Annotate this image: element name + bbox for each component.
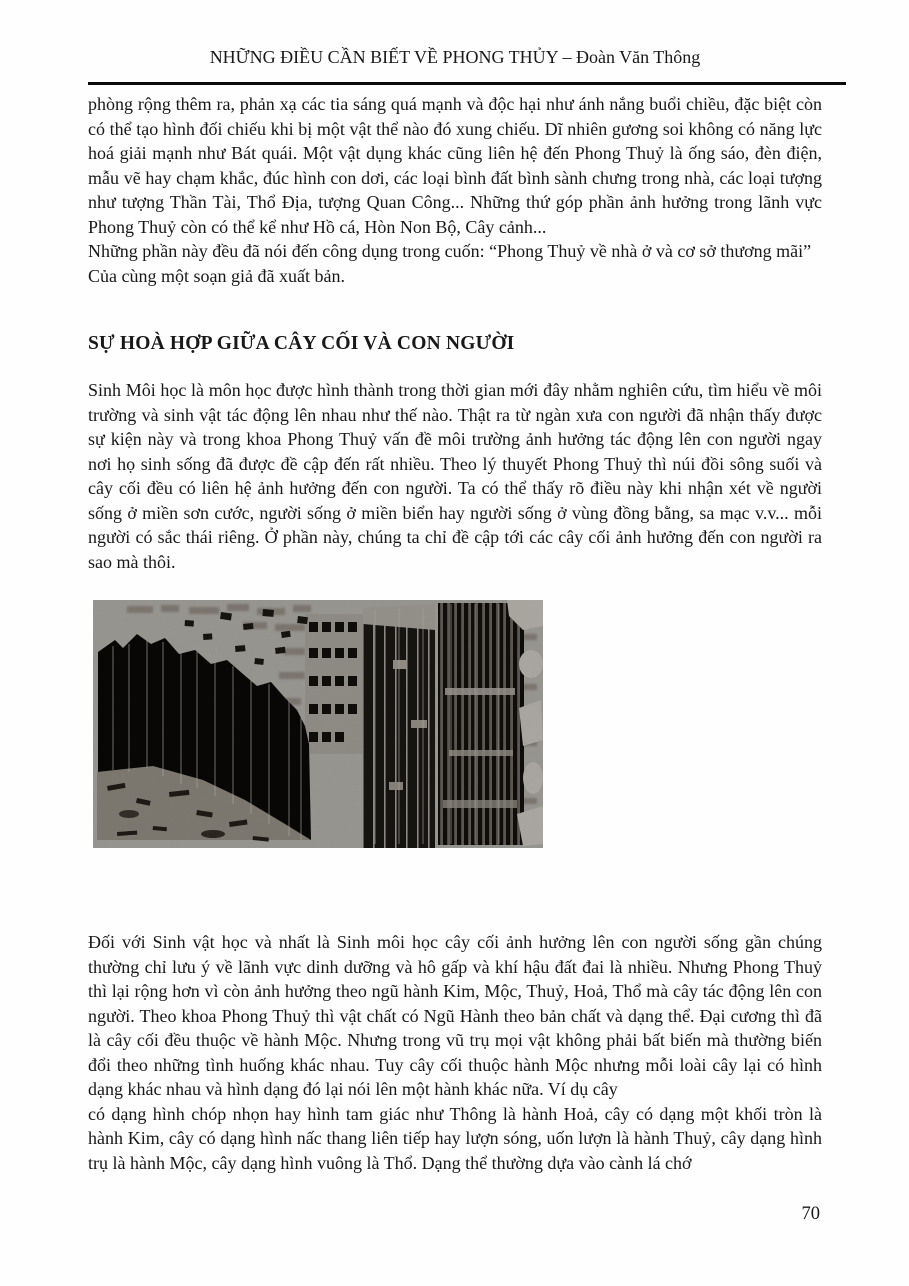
paragraph-tree-shapes: có dạng hình chóp nhọn hay hình tam giác như Thông là hành Hoả, cây có dạng một khối tròn là hành Kim, cây có dạng hình nấc thang liên tiếp hay lượn sóng, uốn lượn là hành Thuỷ, cây dạng hình trụ là hành Mộc, cây dạng hình vuông là Thổ. Dạng thể thường dựa vào cành lá chớ	[88, 1103, 822, 1173]
running-header-title: NHỮNG ĐIỀU CẦN BIẾT VỀ PHONG THỦY – Đoàn Văn Thông	[209, 47, 701, 67]
page-number: 70	[801, 1204, 820, 1224]
header-rule	[88, 82, 846, 85]
paragraph-book-reference: Những phần này đều đã nói đến công dụng trong cuốn: “Phong Thuỷ về nhà ở và cơ sở thương mãi”	[88, 241, 812, 261]
paragraph-five-elements: Đối với Sinh vật học và nhất là Sinh môi học cây cối ảnh hưởng lên con người sống gần chúng thường chỉ lưu ý về lãnh vực dinh dưỡng và hô gấp và khí hậu đất đai là nhiều. Nhưng Phong Thuỷ thì lại rộng hơn vì còn ảnh hưởng theo ngũ hành Kim, Mộc, Thuỷ, Hoả, Thổ mà cây tác động lên con người. Theo khoa Phong Thuỷ thì vật chất có Ngũ Hành theo bản chất và dạng thể. Đại cương thì đã là cây cối đều thuộc về hành Mộc. Nhưng trong vũ trụ mọi vật không phải bất biến mà thường biến đổi theo những tình huống khác nhau. Tuy cây cối thuộc hành Mộc nhưng mỗi loài cây lại có hình dạng khác nhau và hình dạng đó lại nói lên một hành khác nữa. Ví dụ cây	[88, 932, 822, 1099]
section-heading: SỰ HOÀ HỢP GIỮA CÂY CỐI VÀ CON NGƯỜI	[88, 333, 515, 354]
paragraph-author-note: Của cùng một soạn giả đã xuất bản.	[88, 265, 345, 286]
scanned-photo-figure	[93, 600, 543, 848]
trees-and-buildings-photo	[93, 600, 543, 848]
section-intro-paragraph: Sinh Môi học là môn học được hình thành trong thời gian mới đây nhằm nghiên cứu, tìm hiểu về môi trường và sinh vật tác động lên nhau như thế nào. Thật ra từ ngàn xưa con người đã nhận thấy được sự kiện này và trong khoa Phong Thuỷ vấn đề môi trường ảnh hưởng tác động lên con người ngay nơi họ sinh sống đã được đề cập đến rất nhiều. Theo lý thuyết Phong Thuỷ thì núi đồi sông suối và cây cối đều có liên hệ ảnh hưởng đến con người. Ta có thể thấy rõ điều này khi nhận xét về người sống ở miền sơn cước, người sống ở miền biển hay người sống ở vùng đồng bằng, sa mạc v.v... mỗi người có sắc thái riêng. Ở phần này, chúng ta chỉ đề cập tới các cây cối ảnh hưởng đến con người ra sao mà thôi.	[88, 380, 822, 572]
body-text-bottom	[88, 930, 822, 1175]
paragraph-continuation: phòng rộng thêm ra, phản xạ các tia sáng quá mạnh và độc hại như ánh nắng buổi chiều, đặc biệt còn có thể tạo hình đối chiếu khi bị một vật thể nào đó xung chiếu. Dĩ nhiên gương soi không có năng lực hoá giải mạnh như Bát quái. Một vật dụng khác cũng liên hệ đến Phong Thuỷ là ống sáo, đèn điện, mẫu vẽ hay chạm khắc, đúc hình con dơi, các loại bình đất bình sành chưng trong nhà, các loại tượng như tượng Thần Tài, Thổ Địa, tượng Quan Công... Những thứ góp phần ảnh hưởng trong lãnh vực Phong Thuỷ còn có thể kể như Hồ cá, Hòn Non Bộ, Cây cảnh...	[88, 94, 822, 237]
body-text-top	[88, 92, 822, 848]
